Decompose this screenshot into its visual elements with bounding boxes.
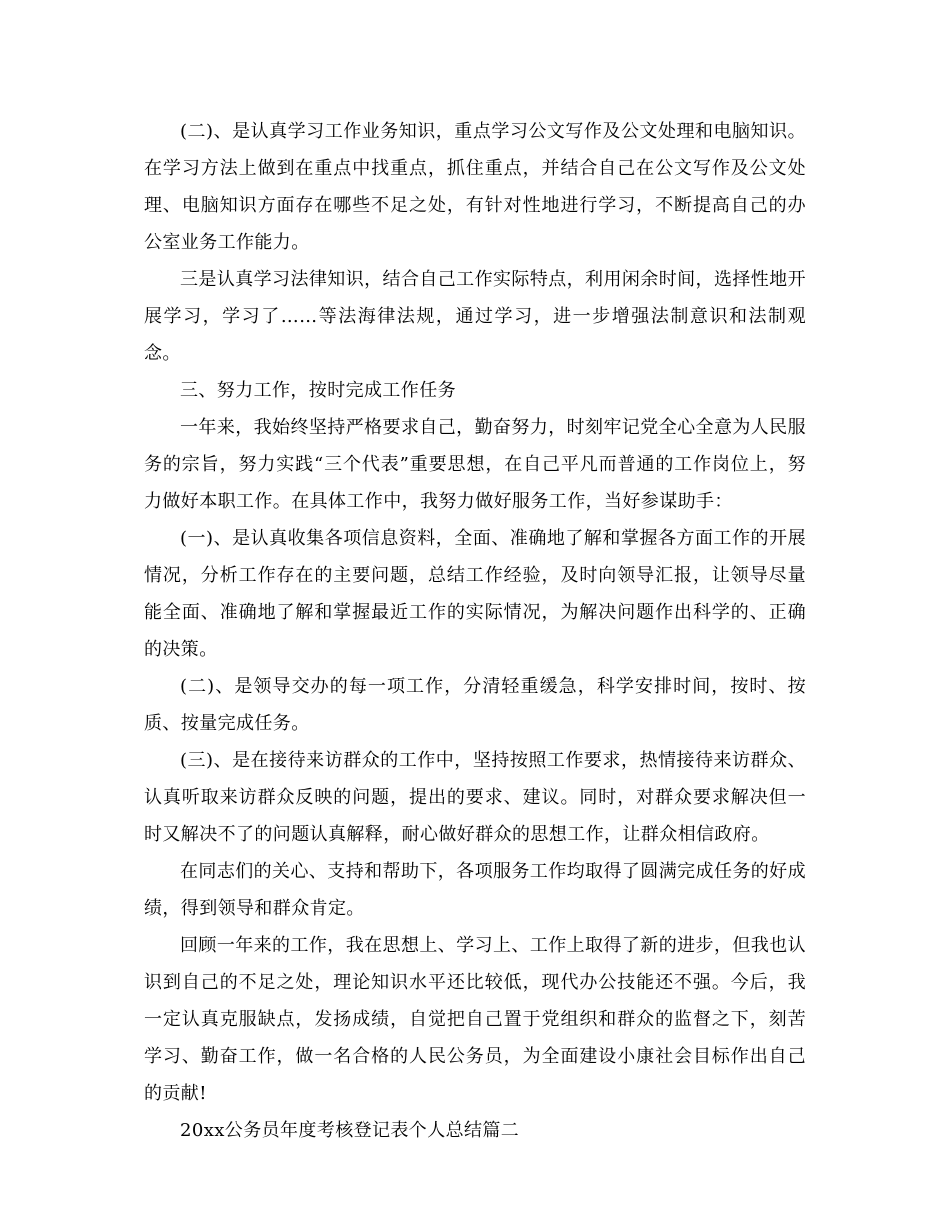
paragraph-study-business: (二)、是认真学习工作业务知识，重点学习公文写作及公文处理和电脑知识。在学习方法上做到在重点中找重点，抓住重点，并结合自己在公文写作及公文处理、电脑知识方面存在哪些不足之处，有针对性地进行学习，不断提高自己的办公室业务工作能力。 <box>144 121 806 253</box>
paragraph-review: 回顾一年来的工作，我在思想上、学习上、工作上取得了新的进步，但我也认识到自己的不足之处，理论知识水平还比较低，现代办公技能还不强。今后，我一定认真克服缺点，发扬成绩，自觉把自己置于党组织和群众的监督之下，刻苦学习、勤奋工作，做一名合格的人民公务员，为全面建设小康社会目标作出自己的贡献! <box>144 935 806 1104</box>
paragraph-achievements: 在同志们的关心、支持和帮助下，各项服务工作均取得了圆满完成任务的好成绩，得到领导和群众肯定。 <box>144 861 806 919</box>
paragraph-receive-visitors: (三)、是在接待来访群众的工作中，坚持按照工作要求，热情接待来访群众、认真听取来访群众反映的问题，提出的要求、建议。同时，对群众要求解决但一时又解决不了的问题认真解释，耐心做好群众的思想工作，让群众相信政府。 <box>144 750 806 845</box>
paragraph-year-overview: 一年来，我始终坚持严格要求自己，勤奋努力，时刻牢记党全心全意为人民服务的宗旨，努力实践“三个代表”重要思想，在自己平凡而普通的工作岗位上，努力做好本职工作。在具体工作中，我努力做好服务工作，当好参谋助手： <box>144 417 806 512</box>
document-body <box>144 113 806 1149</box>
paragraph-assigned-tasks: (二)、是领导交办的每一项工作，分清轻重缓急，科学安排时间，按时、按质、按量完成任务。 <box>144 676 806 734</box>
section-title-part-two: 20xx公务员年度考核登记表个人总结篇二 <box>180 1120 520 1141</box>
section-heading-work: 三、努力工作，按时完成工作任务 <box>180 380 456 401</box>
paragraph-study-law: 三是认真学习法律知识，结合自己工作实际特点，利用闲余时间，选择性地开展学习，学习了……等法海律法规，通过学习，进一步增强法制意识和法制观念。 <box>144 269 806 364</box>
paragraph-collect-info: (一)、是认真收集各项信息资料，全面、准确地了解和掌握各方面工作的开展情况，分析工作存在的主要问题，总结工作经验，及时向领导汇报，让领导尽量能全面、准确地了解和掌握最近工作的实际情况，为解决问题作出科学的、正确的决策。 <box>144 528 806 660</box>
